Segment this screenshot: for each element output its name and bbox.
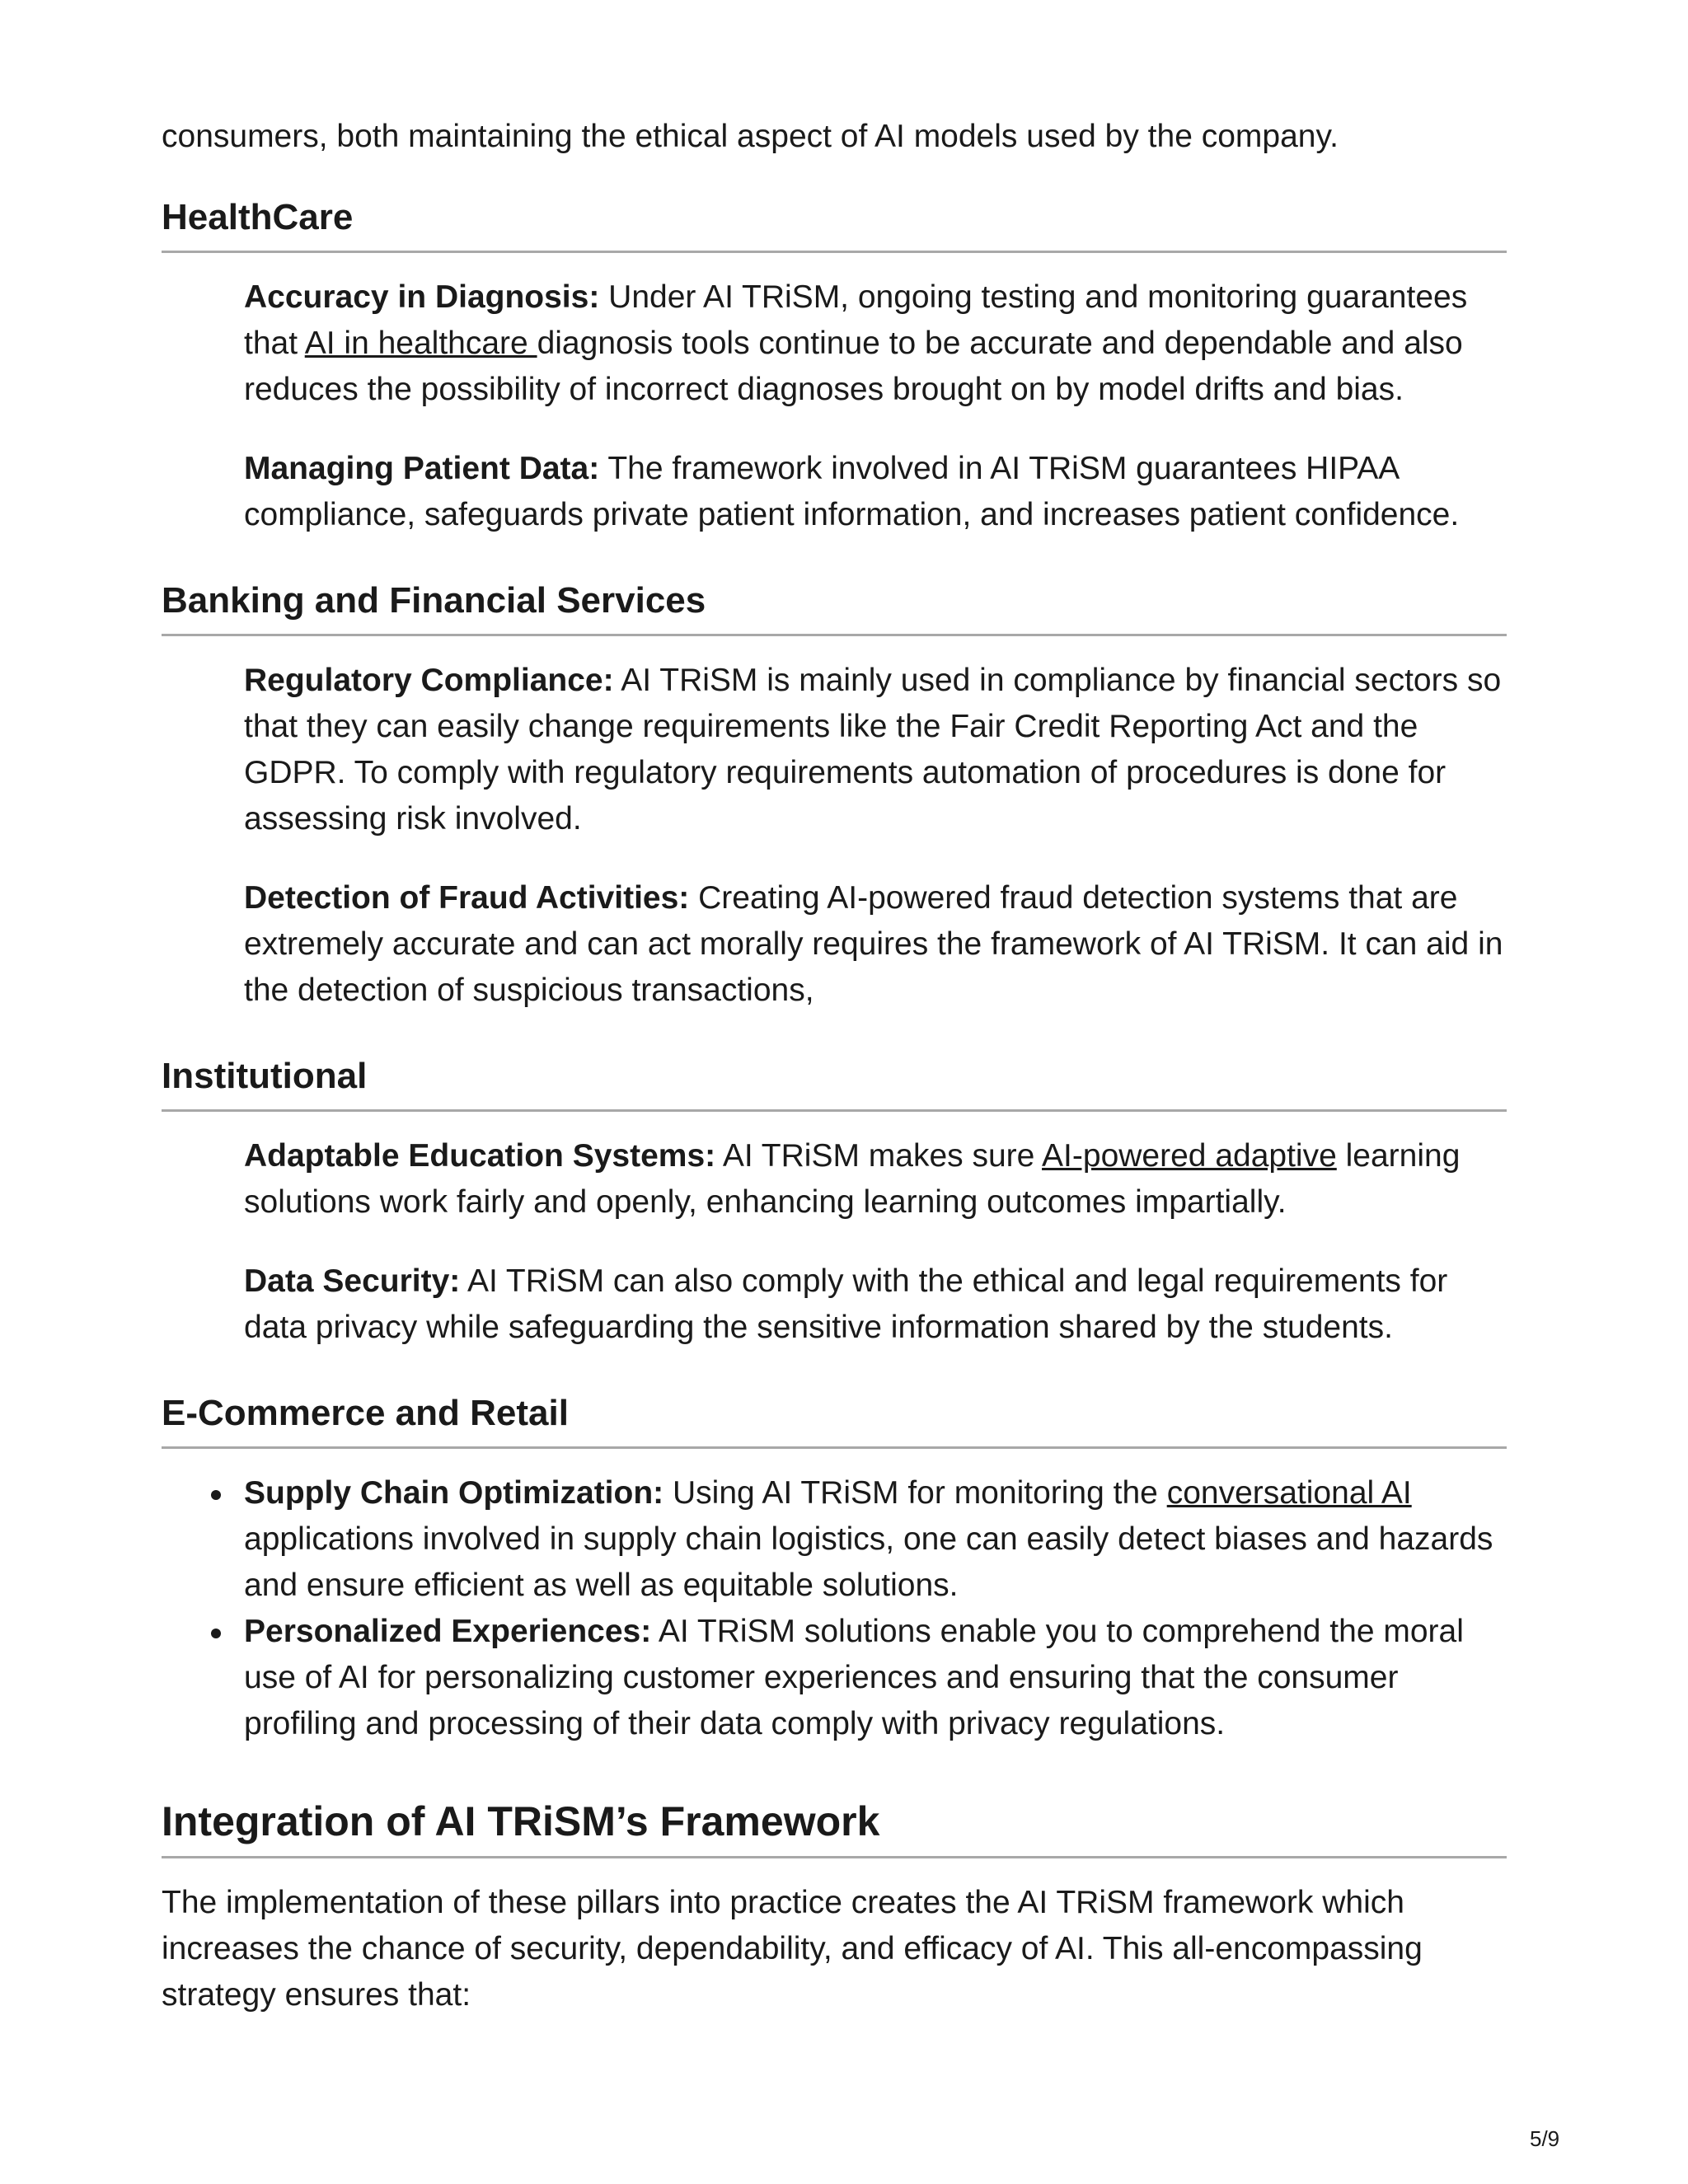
bullet-icon — [211, 1490, 221, 1500]
bullet-icon — [211, 1629, 221, 1638]
ecommerce-list — [162, 1470, 1507, 1747]
item-label: Supply Chain Optimization: — [244, 1475, 664, 1511]
list-item-supply-chain: Supply Chain Optimization: Using AI TRiSM for monitoring the conversational AI applications involved in supply chain logistics, one can easily detect biases and hazards and ensure efficient as well as equitable solutions. — [244, 1470, 1507, 1609]
banking-items — [162, 658, 1507, 1014]
item-label: Managing Patient Data: — [244, 451, 600, 486]
heading-ecommerce: E-Commerce and Retail — [162, 1390, 1507, 1449]
link-ai-powered-adaptive[interactable]: AI-powered adaptive — [1042, 1138, 1337, 1174]
page-number: 5/9 — [1530, 2126, 1560, 2151]
item-accuracy-in-diagnosis: Accuracy in Diagnosis: Under AI TRiSM, ongoing testing and monitoring guarantees that AI in healthcare diagnosis tools continue to be accurate and dependable and also reduces the possibility of incorrect diagnoses brought on by model drifts and bias. — [244, 279, 1468, 407]
heading-institutional: Institutional — [162, 1053, 1507, 1112]
item-data-security: Data Security: AI TRiSM can also comply with the ethical and legal requirements for data privacy while safeguarding the sensitive information shared by the students. — [244, 1263, 1448, 1345]
item-label: Detection of Fraud Activities: — [244, 880, 690, 916]
institutional-items — [162, 1133, 1507, 1351]
intro-paragraph: consumers, both maintaining the ethical aspect of AI models used by the company. — [162, 119, 1339, 154]
heading-integration: Integration of AI TRiSM’s Framework — [162, 1795, 1507, 1858]
list-item-personalized-experiences: Personalized Experiences: AI TRiSM solutions enable you to comprehend the moral use of AI for personalizing customer experiences and ensuring that the consumer profiling and processing of their data comply with privacy regulations. — [244, 1609, 1507, 1747]
item-regulatory-compliance: Regulatory Compliance: AI TRiSM is mainly used in compliance by financial sectors so that they can easily change requirements like the Fair Credit Reporting Act and the GDPR. To comply with regulatory requirements automation of procedures is done for assessing risk involved. — [244, 663, 1502, 837]
item-adaptable-education: Adaptable Education Systems: AI TRiSM makes sure AI-powered adaptive learning solutions work fairly and openly, enhancing learning outcomes impartially. — [244, 1138, 1461, 1220]
healthcare-items — [162, 274, 1507, 538]
item-label: Adaptable Education Systems: — [244, 1138, 716, 1174]
section-banking — [162, 578, 1507, 1014]
section-integration — [162, 1795, 1507, 2018]
item-label: Personalized Experiences: — [244, 1614, 652, 1649]
item-label: Data Security: — [244, 1263, 461, 1299]
item-label: Accuracy in Diagnosis: — [244, 279, 600, 315]
heading-banking: Banking and Financial Services — [162, 578, 1507, 636]
heading-healthcare: HealthCare — [162, 194, 1507, 253]
link-conversational-ai[interactable]: conversational AI — [1166, 1475, 1412, 1511]
item-detection-of-fraud: Detection of Fraud Activities: Creating AI-powered fraud detection systems that are extremely accurate and can act morally requires the framework of AI TRiSM. It can aid in the detection of suspicious transactions, — [244, 880, 1503, 1008]
link-ai-in-healthcare[interactable]: AI in healthcare — [304, 326, 537, 361]
item-label: Regulatory Compliance: — [244, 663, 614, 698]
article-body — [162, 114, 1507, 2018]
item-managing-patient-data: Managing Patient Data: The framework involved in AI TRiSM guarantees HIPAA compliance, safeguards private patient information, and increases patient confidence. — [244, 451, 1460, 532]
section-institutional — [162, 1053, 1507, 1351]
section-ecommerce — [162, 1390, 1507, 1747]
section-healthcare — [162, 194, 1507, 538]
integration-paragraph: The implementation of these pillars into practice creates the AI TRiSM framework which increases the chance of security, dependability, and efficacy of AI. This all-encompassing strategy ensures that: — [162, 1885, 1423, 2013]
